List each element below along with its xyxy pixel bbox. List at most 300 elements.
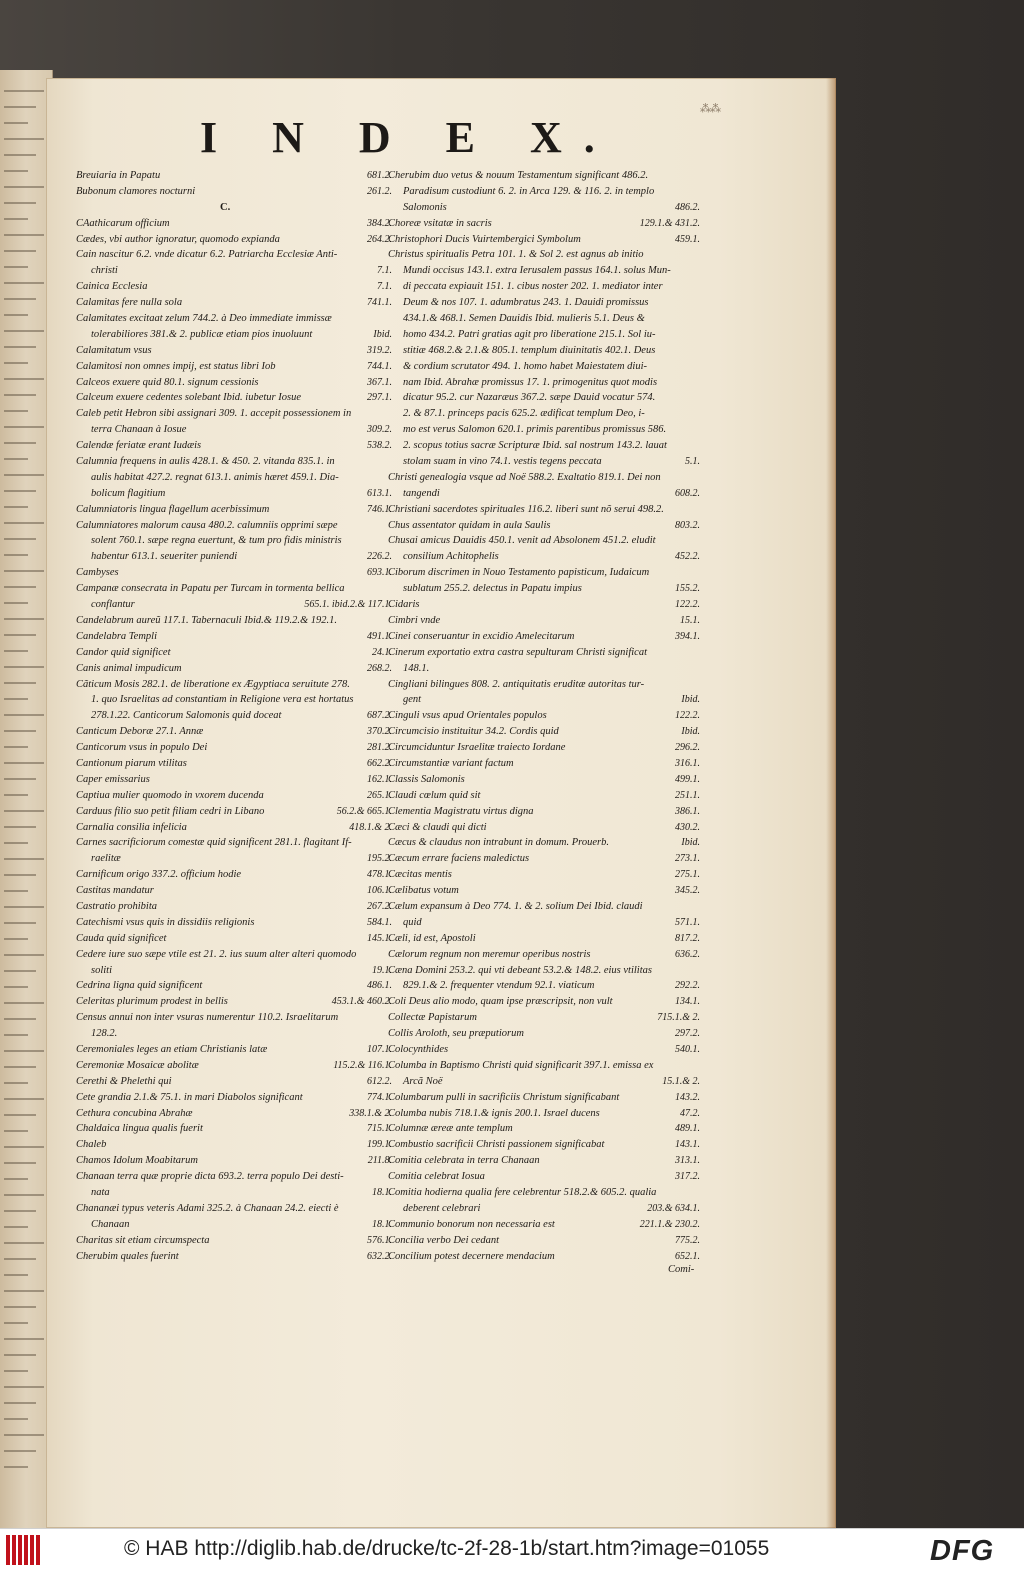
entry-text: Choreæ vsitatæ in sacris xyxy=(388,217,492,229)
previous-page-text-line xyxy=(4,714,44,716)
index-column-right xyxy=(388,168,704,1278)
previous-page-text-line xyxy=(4,362,28,364)
entry-reference: Ibid. xyxy=(681,837,700,849)
previous-page-text-line xyxy=(4,1338,44,1340)
entry-reference: 367.1. xyxy=(367,376,392,388)
entry-reference: 265.1. xyxy=(367,789,392,801)
entry-text: Columba nubis 718.1.& ignis 200.1. Israel ducens xyxy=(388,1107,600,1119)
entry-text: di peccata expiauit 151. 1. cibus noster 202. 1. mediator inter xyxy=(403,281,663,293)
entry-reference: 636.2. xyxy=(675,948,700,960)
index-entry xyxy=(76,1153,396,1169)
index-entry xyxy=(76,311,396,327)
index-entry xyxy=(76,232,396,248)
entry-text: Caper emissarius xyxy=(76,773,150,785)
previous-page-text-line xyxy=(4,522,44,524)
previous-page-text-line xyxy=(4,794,28,796)
entry-reference: 608.2. xyxy=(675,487,700,499)
entry-text: conflantur xyxy=(91,599,135,611)
entry-text: Cidaris xyxy=(388,599,420,611)
index-entry xyxy=(76,549,396,565)
index-entry xyxy=(76,804,396,820)
entry-reference: 309.2. xyxy=(367,424,392,436)
entry-text: 128.2. xyxy=(91,1028,118,1040)
previous-page-text-line xyxy=(4,250,36,252)
entry-reference: 129.1.& 431.2. xyxy=(639,217,700,229)
entry-text: Cimbri vnde xyxy=(388,614,441,626)
previous-page-text-line xyxy=(4,202,36,204)
index-entry xyxy=(76,375,396,391)
entry-reference: 538.2. xyxy=(367,440,392,452)
entry-text: Columba in Baptismo Christi quid significarit 397.1. emissa ex xyxy=(388,1059,654,1071)
entry-text: aulis habitat 427.2. regnat 613.1. animis hæret 459.1. Dia- xyxy=(91,471,339,483)
previous-page-text-line xyxy=(4,634,36,636)
entry-reference: 681.2. xyxy=(367,170,392,181)
index-entry xyxy=(76,708,396,724)
entry-text: Clementia Magistratu virtus digna xyxy=(388,805,534,817)
index-entry xyxy=(388,661,704,677)
entry-text: Calamitas fere nulla sola xyxy=(76,297,183,309)
index-column-left xyxy=(76,168,396,1278)
entry-text: 278.1.22. Canticorum Salomonis quid doceat xyxy=(91,710,282,722)
previous-page-text-line xyxy=(4,1066,36,1068)
previous-page-text-line xyxy=(4,1354,36,1356)
index-entry xyxy=(76,851,396,867)
entry-text: Charitas sit etiam circumspecta xyxy=(76,1234,210,1246)
entry-reference: 452.2. xyxy=(675,551,700,563)
entry-reference: 499.1. xyxy=(675,773,700,785)
entry-text: Castratio prohibita xyxy=(76,900,158,912)
previous-page-text-line xyxy=(4,1194,44,1196)
previous-page-text-line xyxy=(4,1450,36,1452)
previous-page-text-line xyxy=(4,1274,28,1276)
index-entry xyxy=(76,994,396,1010)
index-entry xyxy=(388,279,704,295)
index-entry xyxy=(388,1217,704,1233)
previous-page-text-line xyxy=(4,1018,36,1020)
index-entry xyxy=(76,1249,396,1265)
entry-reference: 316.1. xyxy=(675,757,700,769)
entry-reference: 632.2. xyxy=(367,1250,392,1262)
entry-reference: 418.1.& 2. xyxy=(349,821,392,833)
previous-page-text-line xyxy=(4,458,28,460)
entry-text: Cinguli vsus apud Orientales populos xyxy=(388,710,547,722)
entry-text: Arcã Noë xyxy=(403,1075,443,1087)
entry-reference: 687.2. xyxy=(367,710,392,722)
entry-text: Christophori Ducis Vuirtembergici Symbolum xyxy=(388,233,581,245)
entry-reference: 540.1. xyxy=(675,1043,700,1055)
entry-reference: 195.2. xyxy=(367,853,392,865)
index-entry xyxy=(388,613,704,629)
index-entry xyxy=(76,692,396,708)
previous-page-text-line xyxy=(4,1258,36,1260)
index-entry xyxy=(76,820,396,836)
previous-page-text-line xyxy=(4,858,44,860)
index-entry xyxy=(388,756,704,772)
index-entry xyxy=(388,835,704,851)
entry-text: Circumciduntur Israelitæ traiecto Iordane xyxy=(388,742,566,754)
index-entry xyxy=(388,1010,704,1026)
entry-text: Cæci & claudi qui dicti xyxy=(388,821,487,833)
previous-page-text-line xyxy=(4,410,28,412)
index-entry xyxy=(76,279,396,295)
index-entry xyxy=(76,422,396,438)
entry-reference: 221.1.& 230.2. xyxy=(639,1218,700,1230)
entry-reference: 612.2. xyxy=(367,1075,392,1087)
index-entry xyxy=(76,629,396,645)
index-entry xyxy=(388,915,704,931)
index-entry xyxy=(76,454,396,470)
entry-text: Cedrina ligna quid significent xyxy=(76,980,203,992)
entry-text: Carnificum origo 337.2. officium hodie xyxy=(76,869,242,881)
index-entry xyxy=(76,724,396,740)
entry-text: Chaldaica lingua qualis fuerit xyxy=(76,1123,203,1135)
previous-page-text-line xyxy=(4,1098,44,1100)
previous-page-text-line xyxy=(4,346,36,348)
previous-page-text-line xyxy=(4,1226,28,1228)
index-entry xyxy=(76,1010,396,1026)
entry-reference: 453.1.& 460.2. xyxy=(331,996,392,1008)
previous-page-text-line xyxy=(4,90,44,92)
entry-text: dicatur 95.2. cur Nazaræus 367.2. sæpe Dauid vocatur 574. xyxy=(403,392,656,404)
entry-text: Calamitosi non omnes impij, est status libri Iob xyxy=(76,360,276,372)
previous-page-text-line xyxy=(4,506,28,508)
previous-page-text-line xyxy=(4,890,28,892)
entry-reference: 115.2.& 116.1. xyxy=(333,1059,392,1071)
index-entry xyxy=(388,963,704,979)
entry-text: Cingliani bilingues 808. 2. antiquitatis eruditæ autoritas tur- xyxy=(388,678,645,690)
previous-page-text-line xyxy=(4,970,36,972)
entry-text: deberent celebrari xyxy=(403,1202,481,1214)
entry-reference: 489.1. xyxy=(675,1123,700,1135)
index-entry xyxy=(388,216,704,232)
entry-text: Carnalia consilia infelicia xyxy=(76,821,187,833)
previous-page-text-line xyxy=(4,1290,44,1292)
entry-reference: 459.1. xyxy=(675,233,700,245)
index-entry xyxy=(388,565,704,581)
entry-reference: 143.2. xyxy=(675,1091,700,1103)
entry-text: 2. & 87.1. princeps pacis 625.2. ædificat templum Deo, i- xyxy=(403,408,645,420)
previous-page-text-line xyxy=(4,378,44,380)
entry-text: Canticum Deboræ 27.1. Annæ xyxy=(76,726,204,738)
entry-reference: 774.1. xyxy=(367,1091,392,1103)
entry-text: Cainica Ecclesia xyxy=(76,281,148,293)
entry-reference: 47.2. xyxy=(680,1107,700,1119)
index-entry xyxy=(76,581,396,597)
entry-text: Communio bonorum non necessaria est xyxy=(388,1218,555,1230)
entry-text: Calumniatoris lingua flagellum acerbissimum xyxy=(76,503,270,515)
hab-logo-bar xyxy=(24,1535,28,1565)
index-entry xyxy=(76,486,396,502)
previous-page-text-line xyxy=(4,314,28,316)
index-entry xyxy=(76,327,396,343)
entry-text: bolicum flagitium xyxy=(91,487,166,499)
entry-text: Chanaan terra quæ proprie dicta 693.2. terra populo Dei desti- xyxy=(76,1171,344,1183)
previous-page-text-line xyxy=(4,730,36,732)
entry-text: 434.1.& 468.1. Semen Dauidis Ibid. mulieris 5.1. Deus & xyxy=(403,313,645,325)
entry-text: solent 760.1. sæpe regna euertunt, & tum pro fidis ministris xyxy=(91,535,342,547)
entry-text: Comitia hodierna qualia fere celebrentur 518.2.& 605.2. qualia xyxy=(388,1187,657,1198)
previous-page-text-line xyxy=(4,554,28,556)
previous-page-text-line xyxy=(4,1418,28,1420)
entry-text: Cinei conseruantur in excidio Amelecitarum xyxy=(388,630,575,642)
entry-text: Collis Aroloth, seu præputiorum xyxy=(388,1028,524,1040)
previous-page-text-line xyxy=(4,1146,44,1148)
entry-text: Calamitatum vsus xyxy=(76,344,152,356)
entry-text: Colocynthides xyxy=(388,1043,449,1055)
index-entry xyxy=(76,613,396,629)
index-entry xyxy=(76,1074,396,1090)
entry-text: Chananæi typus veteris Adami 325.2. à Chanaan 24.2. eiecti è xyxy=(76,1202,339,1214)
index-entry xyxy=(388,406,704,422)
entry-reference: 715.1. xyxy=(367,1123,392,1135)
index-entry xyxy=(76,915,396,931)
index-entry xyxy=(76,1090,396,1106)
index-entry xyxy=(388,438,704,454)
ornament-mark: ⁂⁂ xyxy=(700,103,720,115)
entry-reference: 281.2. xyxy=(367,742,392,754)
entry-reference: 662.2. xyxy=(367,757,392,769)
entry-reference: 15.1.& 2. xyxy=(662,1075,700,1087)
entry-text: Bubonum clamores nocturni xyxy=(76,185,196,197)
previous-page-text-line xyxy=(4,474,44,476)
index-entry xyxy=(76,1042,396,1058)
entry-text: Campanæ consecrata in Papatu per Turcam in tormenta bellica xyxy=(76,583,345,595)
previous-page-text-line xyxy=(4,954,44,956)
previous-page-text-line xyxy=(4,842,28,844)
entry-text: Concilium potest decernere mendacium xyxy=(388,1250,555,1262)
index-entry xyxy=(76,565,396,581)
copyright-link[interactable]: © HAB http://diglib.hab.de/drucke/tc-2f-28-1b/start.htm?image=01055 xyxy=(124,1537,770,1560)
index-entry xyxy=(76,406,396,422)
index-entry xyxy=(388,1042,704,1058)
entry-text: Calceum exuere cedentes solebant Ibid. iubetur Iosue xyxy=(76,392,302,404)
previous-page-text-line xyxy=(4,1050,44,1052)
entry-text: Cantionum piarum vtilitas xyxy=(76,757,187,769)
previous-page-text-line xyxy=(4,1402,36,1404)
entry-reference: 56.2.& 665.1. xyxy=(336,805,392,817)
entry-text: Catechismi vsus quis in dissidiis religionis xyxy=(76,916,255,928)
entry-text: christi xyxy=(91,265,118,277)
previous-page-text-line xyxy=(4,1034,28,1036)
index-entry xyxy=(388,327,704,343)
entry-text: homo 434.2. Patri gratias agit pro liberatione 215.1. Sol iu- xyxy=(403,328,656,340)
index-entry xyxy=(388,518,704,534)
entry-reference: 292.2. xyxy=(675,980,700,992)
entry-reference: 268.2. xyxy=(367,662,392,674)
entry-reference: 817.2. xyxy=(675,932,700,944)
previous-page-text-line xyxy=(4,1178,28,1180)
index-entry xyxy=(388,533,704,549)
index-entry xyxy=(388,899,704,915)
entry-reference: 106.1. xyxy=(367,885,392,897)
entry-text: Deum & nos 107. 1. adumbratus 243. 1. Dauidi promissus xyxy=(403,297,649,309)
index-entry xyxy=(76,1026,396,1042)
previous-page-text-line xyxy=(4,682,36,684)
entry-reference: 15.1. xyxy=(680,614,700,626)
previous-page-text-line xyxy=(4,666,44,668)
index-entry xyxy=(388,692,704,708)
entry-text: Cælibatus votum xyxy=(388,885,459,897)
entry-reference: 565.1. ibid.2.& 117.1. xyxy=(304,599,392,611)
entry-text: terra Chanaan à Iosue xyxy=(91,424,187,436)
entry-reference: 775.2. xyxy=(675,1234,700,1246)
entry-text: Census annui non inter vsuras numerentur 110.2. Israelitarum xyxy=(76,1012,339,1024)
previous-page-text-line xyxy=(4,106,36,108)
index-entry xyxy=(388,359,704,375)
entry-text: consilium Achitophelis xyxy=(403,551,499,563)
previous-page-text-line xyxy=(4,170,28,172)
previous-page-text-line xyxy=(4,570,44,572)
index-entry xyxy=(388,724,704,740)
entry-reference: 394.1. xyxy=(675,630,700,642)
index-entry xyxy=(76,645,396,661)
index-entry xyxy=(388,883,704,899)
entry-text: quid xyxy=(403,916,422,928)
index-entry xyxy=(76,470,396,486)
hab-logo-bar xyxy=(36,1535,40,1565)
index-entry xyxy=(388,486,704,502)
previous-page-text-line xyxy=(4,922,36,924)
index-entry xyxy=(388,1201,704,1217)
index-entry xyxy=(76,1137,396,1153)
entry-reference: 251.1. xyxy=(675,789,700,801)
entry-text: Candelabrum aureũ 117.1. Tabernaculi Ibid.& 119.2.& 192.1. xyxy=(76,614,338,626)
entry-reference: 267.2. xyxy=(367,900,392,912)
previous-page-text-line xyxy=(4,1386,44,1388)
index-entry xyxy=(388,851,704,867)
index-entry xyxy=(388,931,704,947)
previous-page-text-line xyxy=(4,138,44,140)
entry-text: Cete grandia 2.1.& 75.1. in mari Diabolos significant xyxy=(76,1091,303,1103)
entry-reference: 338.1.& 2. xyxy=(349,1107,392,1119)
index-entry xyxy=(388,168,704,184)
index-entry xyxy=(388,549,704,565)
entry-text: soliti xyxy=(91,964,113,976)
entry-text: Canticorum vsus in populo Dei xyxy=(76,742,208,754)
previous-page-text-line xyxy=(4,826,36,828)
entry-reference: 576.1. xyxy=(367,1234,392,1246)
entry-reference: 715.1.& 2. xyxy=(657,1012,700,1024)
previous-page-text-line xyxy=(4,282,44,284)
previous-page-text-line xyxy=(4,234,44,236)
entry-text: Cedere iure suo sæpe vtile est 21. 2. ius suum alter alteri quomodo xyxy=(76,948,357,960)
entry-reference: 296.2. xyxy=(675,742,700,754)
index-entry xyxy=(388,422,704,438)
index-entry xyxy=(76,978,396,994)
entry-text: stolam suam in vino 74.1. vestis tegens peccata xyxy=(403,456,602,468)
index-entry xyxy=(388,375,704,391)
entry-text: Candor quid significet xyxy=(76,646,171,658)
entry-reference: 741.1. xyxy=(367,297,392,309)
index-entry xyxy=(388,263,704,279)
index-entry xyxy=(76,947,396,963)
entry-reference: 5.1. xyxy=(685,456,700,468)
entry-text: Cherubim duo vetus & nouum Testamentum significant 486.2. xyxy=(388,170,649,181)
entry-reference: 107.1. xyxy=(367,1043,392,1055)
entry-text: tangendi xyxy=(403,487,440,499)
index-entry xyxy=(76,899,396,915)
previous-page-text-line xyxy=(4,1466,28,1468)
index-entry xyxy=(76,359,396,375)
entry-text: Ceremoniæ Mosaicæ abolitæ xyxy=(76,1059,199,1071)
entry-text: C. xyxy=(220,201,231,213)
hab-logo-bar xyxy=(12,1535,16,1565)
index-entry xyxy=(76,931,396,947)
entry-text: Comitia celebrata in terra Chanaan xyxy=(388,1155,540,1167)
entry-text: Cãticum Mosis 282.1. de liberatione ex Ægyptiaca seruitute 278. xyxy=(76,678,350,690)
previous-page-text-line xyxy=(4,810,44,812)
entry-text: Christi genealogia vsque ad Noë 588.2. Exaltatio 819.1. Dei non xyxy=(388,471,661,483)
index-entry xyxy=(388,1026,704,1042)
entry-text: Cæcitas mentis xyxy=(388,869,452,881)
index-entry xyxy=(76,343,396,359)
previous-page-text-line xyxy=(4,698,28,700)
index-entry xyxy=(388,1233,704,1249)
index-entry xyxy=(388,1121,704,1137)
entry-reference: 211.8. xyxy=(367,1155,392,1167)
index-entry xyxy=(76,1185,396,1201)
index-entry xyxy=(388,677,704,693)
entry-reference: 345.2. xyxy=(675,885,700,897)
catchword: Comi- xyxy=(668,1264,695,1275)
previous-page-text-line xyxy=(4,1322,28,1324)
previous-page-text-line xyxy=(4,218,28,220)
entry-text: Salomonis xyxy=(403,201,447,213)
entry-reference: 486.2. xyxy=(675,201,700,213)
index-entry xyxy=(388,390,704,406)
index-entry xyxy=(388,184,704,200)
entry-reference: 319.2. xyxy=(367,344,392,356)
index-entry xyxy=(388,502,704,518)
previous-page-text-line xyxy=(4,442,36,444)
previous-page-text-line xyxy=(4,1434,44,1436)
index-entry xyxy=(388,1058,704,1074)
entry-text: Calumnia frequens in aulis 428.1. & 450. 2. vitanda 835.1. in xyxy=(76,456,335,468)
index-entry xyxy=(76,502,396,518)
entry-reference: 24.1. xyxy=(372,646,392,658)
hab-logo-bar xyxy=(18,1535,22,1565)
previous-page-text-line xyxy=(4,298,36,300)
previous-page-text-line xyxy=(4,186,44,188)
dfg-logo: DFG xyxy=(930,1535,995,1567)
entry-text: Chamos Idolum Moabitarum xyxy=(76,1155,198,1167)
entry-text: 829.1.& 2. frequenter vtendum 92.1. viaticum xyxy=(403,980,595,992)
index-entry xyxy=(388,200,704,216)
index-entry xyxy=(76,263,396,279)
index-entry xyxy=(388,867,704,883)
entry-text: mo est verus Salomon 620.1. primis parentibus promissus 586. xyxy=(403,424,667,436)
index-entry xyxy=(76,756,396,772)
entry-text: Cædes, vbi author ignoratur, quomodo expianda xyxy=(76,233,280,245)
page-title: I N D E X. xyxy=(200,113,617,162)
index-entry xyxy=(76,247,396,263)
entry-text: nam Ibid. Abrahæ promissus 17. 1. primogenitus quot modis xyxy=(403,376,658,388)
entry-reference: 478.1. xyxy=(367,869,392,881)
entry-reference: 803.2. xyxy=(675,519,700,531)
footer-bar xyxy=(0,1528,1024,1571)
entry-text: Chanaan xyxy=(91,1218,130,1230)
entry-text: Breuiaria in Papatu xyxy=(76,170,161,181)
entry-reference: 584.1. xyxy=(367,916,392,928)
index-entry xyxy=(76,867,396,883)
previous-page-text-line xyxy=(4,1210,36,1212)
index-entry xyxy=(388,454,704,470)
entry-reference: 746.1. xyxy=(367,503,392,515)
index-entry xyxy=(388,804,704,820)
entry-reference: 430.2. xyxy=(675,821,700,833)
hab-logo-bar xyxy=(30,1535,34,1565)
index-entry xyxy=(388,1137,704,1153)
